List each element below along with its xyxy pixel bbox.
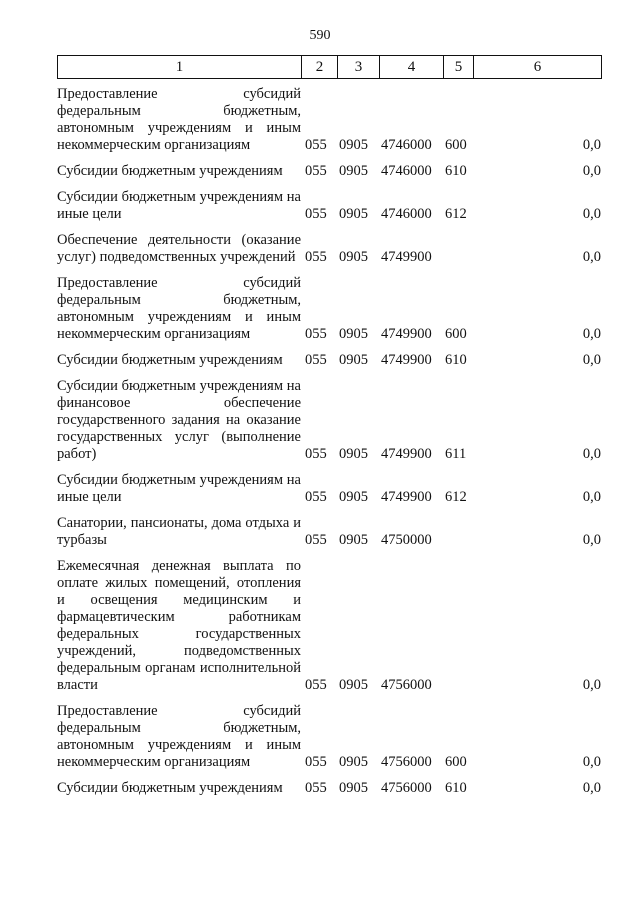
row-col-2: 055	[305, 163, 327, 179]
row-col-3: 0905	[339, 489, 368, 505]
table-header	[57, 55, 602, 79]
row-col-3: 0905	[339, 754, 368, 770]
row-col-6: 0,0	[582, 754, 601, 770]
row-col-2: 055	[305, 137, 327, 153]
row-col-5	[443, 558, 473, 703]
row-col-2: 055	[305, 780, 327, 796]
row-col-2: 055	[305, 326, 327, 342]
page-number: 590	[309, 28, 331, 43]
row-name: Субсидии бюджетным учреждениям на иные цели	[57, 472, 301, 505]
table-row	[57, 232, 601, 275]
row-col-2: 055	[305, 677, 327, 693]
row-col-5: 600	[445, 137, 467, 153]
row-name: Субсидии бюджетным учреждениям на финансовое обеспечение государственного задания на оказание государственных услуг (выполнение работ)	[57, 378, 301, 462]
row-col-2: 055	[305, 532, 327, 548]
row-col-4: 4749900	[381, 352, 432, 368]
row-name: Санатории, пансионаты, дома отдыха и турбазы	[57, 515, 301, 548]
row-col-4: 4749900	[381, 326, 432, 342]
row-col-2: 055	[305, 489, 327, 505]
row-col-4: 4756000	[381, 754, 432, 770]
row-name: Субсидии бюджетным учреждениям	[57, 780, 283, 796]
row-col-5: 600	[445, 326, 467, 342]
row-col-6: 0,0	[582, 352, 601, 368]
table-row	[57, 189, 601, 232]
row-col-6: 0,0	[582, 326, 601, 342]
row-col-3: 0905	[339, 249, 368, 265]
budget-table	[57, 86, 601, 806]
header-col-6: 6	[474, 56, 602, 79]
row-col-6: 0,0	[582, 532, 601, 548]
row-col-6: 0,0	[582, 206, 601, 222]
row-name: Ежемесячная денежная выплата по оплате жилых помещений, отопления и освещения медицинским и фармацевтическим работникам федеральных государственных учреждений, подведомственных федеральным органам исполнительной власти	[57, 558, 301, 693]
table-row	[57, 378, 601, 472]
row-col-3: 0905	[339, 352, 368, 368]
header-col-5: 5	[444, 56, 474, 79]
row-col-6: 0,0	[582, 489, 601, 505]
header-col-2: 2	[302, 56, 338, 79]
row-col-5: 610	[445, 352, 467, 368]
budget-table-body	[57, 86, 601, 806]
row-col-6: 0,0	[582, 163, 601, 179]
row-col-5: 612	[445, 489, 467, 505]
row-name: Субсидии бюджетным учреждениям	[57, 352, 283, 368]
row-col-5: 611	[445, 446, 467, 462]
row-col-4: 4749900	[381, 249, 432, 265]
row-col-6: 0,0	[582, 780, 601, 796]
table-row	[57, 86, 601, 163]
row-col-5	[443, 515, 473, 558]
row-col-5: 600	[445, 754, 467, 770]
row-col-2: 055	[305, 352, 327, 368]
header-col-3: 3	[338, 56, 380, 79]
row-col-6: 0,0	[582, 677, 601, 693]
row-col-3: 0905	[339, 206, 368, 222]
row-col-6: 0,0	[582, 137, 601, 153]
row-col-4: 4746000	[381, 206, 432, 222]
row-col-2: 055	[305, 446, 327, 462]
row-col-3: 0905	[339, 326, 368, 342]
row-name: Субсидии бюджетным учреждениям на иные цели	[57, 189, 301, 222]
row-col-6: 0,0	[582, 249, 601, 265]
table-row	[57, 472, 601, 515]
row-col-5: 610	[445, 780, 467, 796]
row-col-3: 0905	[339, 137, 368, 153]
table-row	[57, 703, 601, 780]
row-name: Субсидии бюджетным учреждениям	[57, 163, 283, 179]
row-col-3: 0905	[339, 446, 368, 462]
header-col-1: 1	[58, 56, 302, 79]
row-name: Обеспечение деятельности (оказание услуг) подведомственных учреждений	[57, 232, 301, 265]
row-col-4: 4746000	[381, 137, 432, 153]
header-col-4: 4	[380, 56, 444, 79]
row-col-4: 4746000	[381, 163, 432, 179]
row-col-3: 0905	[339, 677, 368, 693]
row-col-3: 0905	[339, 163, 368, 179]
row-col-4: 4749900	[381, 446, 432, 462]
table-row	[57, 558, 601, 703]
row-col-3: 0905	[339, 780, 368, 796]
row-name: Предоставление субсидий федеральным бюджетным, автономным учреждениям и иным некоммерческим организациям	[57, 275, 301, 342]
row-col-4: 4750000	[381, 532, 432, 548]
table-row	[57, 275, 601, 352]
table-row	[57, 515, 601, 558]
row-col-2: 055	[305, 249, 327, 265]
table-row	[57, 352, 601, 378]
row-name: Предоставление субсидий федеральным бюджетным, автономным учреждениям и иным некоммерческим организациям	[57, 86, 301, 153]
header-row	[58, 56, 602, 79]
row-col-6: 0,0	[582, 446, 601, 462]
row-col-5	[443, 232, 473, 275]
table-row	[57, 780, 601, 806]
row-col-2: 055	[305, 754, 327, 770]
row-name: Предоставление субсидий федеральным бюджетным, автономным учреждениям и иным некоммерческим организациям	[57, 703, 301, 770]
row-col-5: 610	[445, 163, 467, 179]
row-col-4: 4756000	[381, 677, 432, 693]
row-col-3: 0905	[339, 532, 368, 548]
table-row	[57, 163, 601, 189]
row-col-2: 055	[305, 206, 327, 222]
row-col-4: 4749900	[381, 489, 432, 505]
row-col-4: 4756000	[381, 780, 432, 796]
row-col-5: 612	[445, 206, 467, 222]
